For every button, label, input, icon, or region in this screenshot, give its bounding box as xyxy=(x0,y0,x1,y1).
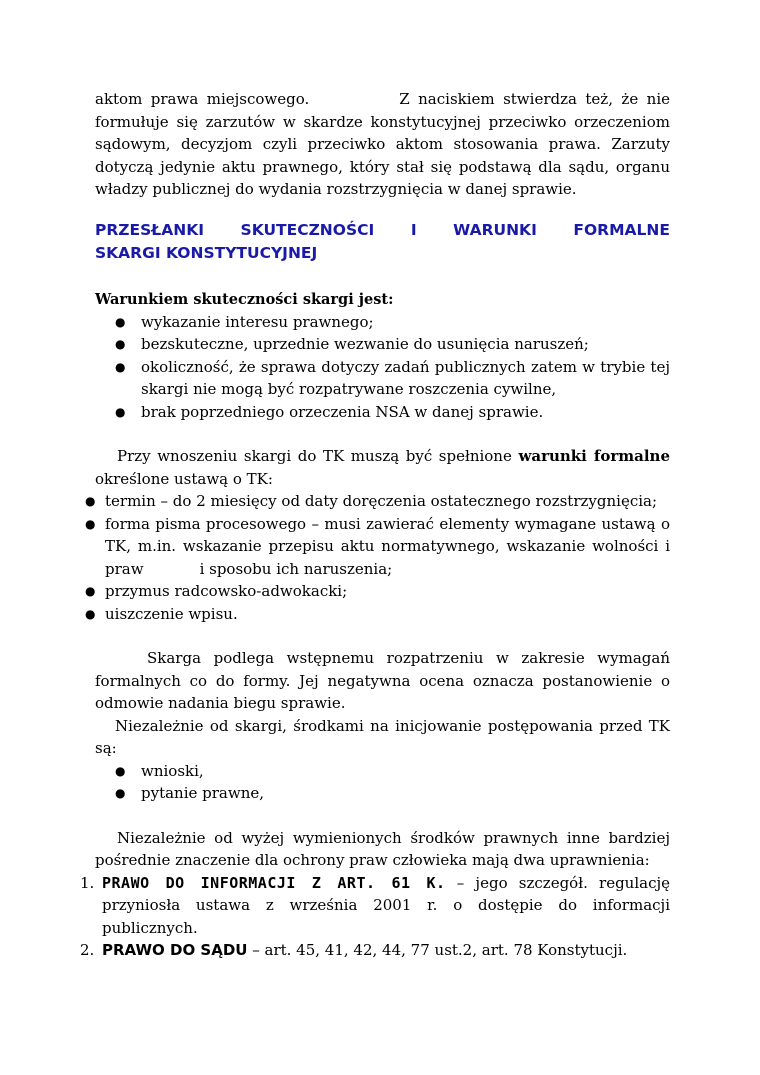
rights-paragraph: Niezależnie od wyżej wymienionych środków prawnych inne bardziej pośrednie znaczenie dla ochrony praw człowieka mają dwa uprawnienia: xyxy=(95,828,670,869)
heading-line-2: SKARGI KONSTYTUCYJNEJ xyxy=(95,243,318,262)
list-item: ● przymus radcowsko-adwokacki; xyxy=(85,582,348,600)
intro-text-a: aktom prawa miejscowego. xyxy=(95,90,310,108)
heading-word-1: PRZESŁANKI xyxy=(95,220,204,239)
formal-list xyxy=(85,490,670,625)
heading-word-2: SKUTECZNOŚCI xyxy=(240,220,375,239)
other-means-list xyxy=(95,760,670,805)
list-item: ● uiszczenie wpisu. xyxy=(85,604,238,623)
heading-word-3: I xyxy=(410,220,417,239)
formal-intro: Przy wnoszeniu skargi do TK muszą być spełnione warunki formalne określone ustawą o TK: xyxy=(95,447,670,488)
list-item: ● forma pisma procesowego – musi zawierać elementy wymagane ustawą o TK, m.in. wskazanie przepisu aktu normatywnego, wskazanie wolności i praw i sposobu ich naruszenia; xyxy=(85,514,670,578)
list-item: ● brak poprzedniego orzeczenia NSA w danej sprawie. xyxy=(115,402,544,421)
list-item: ● termin – do 2 miesięcy od daty doręczenia ostatecznego rozstrzygnięcia; xyxy=(85,492,658,510)
list-item: ● pytanie prawne, xyxy=(115,784,265,802)
conditions-title: Warunkiem skuteczności skargi jest: xyxy=(95,290,394,308)
formal-bold: warunki formalne xyxy=(518,447,670,465)
intro-paragraph xyxy=(95,88,670,201)
right-title: PRAWO DO INFORMACJI Z ART. 61 K. xyxy=(102,873,446,892)
list-item: ● wykazanie interesu prawnego; xyxy=(115,312,374,331)
heading-word-4: WARUNKI xyxy=(453,220,537,239)
section-heading xyxy=(95,219,670,265)
review-paragraph: Skarga podlega wstępnemu rozpatrzeniu w zakresie wymagań formalnych co do formy. Jej negatywna ocena oznacza postanowienie o odmowie nadania biegu sprawie. xyxy=(95,649,670,712)
document-page xyxy=(80,88,671,962)
rights-list xyxy=(80,872,671,962)
list-item: ● bezskuteczne, uprzednie wezwanie do usunięcia naruszeń; xyxy=(115,335,589,353)
conditions-list xyxy=(95,311,670,424)
list-item: 1. PRAWO DO INFORMACJI Z ART. 61 K. – jego szczegół. regulację przyniosła ustawa z września 2001 r. o dostępie do informacji publicznych. xyxy=(80,873,671,937)
list-item: 2. PRAWO DO SĄDU – art. 45, 41, 42, 44, 77 ust.2, art. 78 Konstytucji. xyxy=(80,941,628,959)
list-item: ● wnioski, xyxy=(115,761,204,780)
heading-word-5: FORMALNE xyxy=(573,220,670,239)
intro-text-b: Z naciskiem stwierdza też, że nie formułuje się zarzutów w skardze konstytucyjnej przeciwko orzeczeniom sądowym, decyzjom czyli przeciwko aktom stosowania prawa. Zarzuty dotyczą jedynie aktu prawnego, który stał się podstawą dla sądu, organu władzy publicznej do wydania rozstrzygnięcia w danej sprawie. xyxy=(95,90,670,198)
other-means-paragraph: Niezależnie od skargi, środkami na inicjowanie postępowania przed TK są: xyxy=(95,716,670,757)
right-title: PRAWO DO SĄDU xyxy=(102,941,248,959)
list-item: ● okoliczność, że sprawa dotyczy zadań publicznych zatem w trybie tej skargi nie mogą być rozpatrywane roszczenia cywilne, xyxy=(115,357,670,398)
